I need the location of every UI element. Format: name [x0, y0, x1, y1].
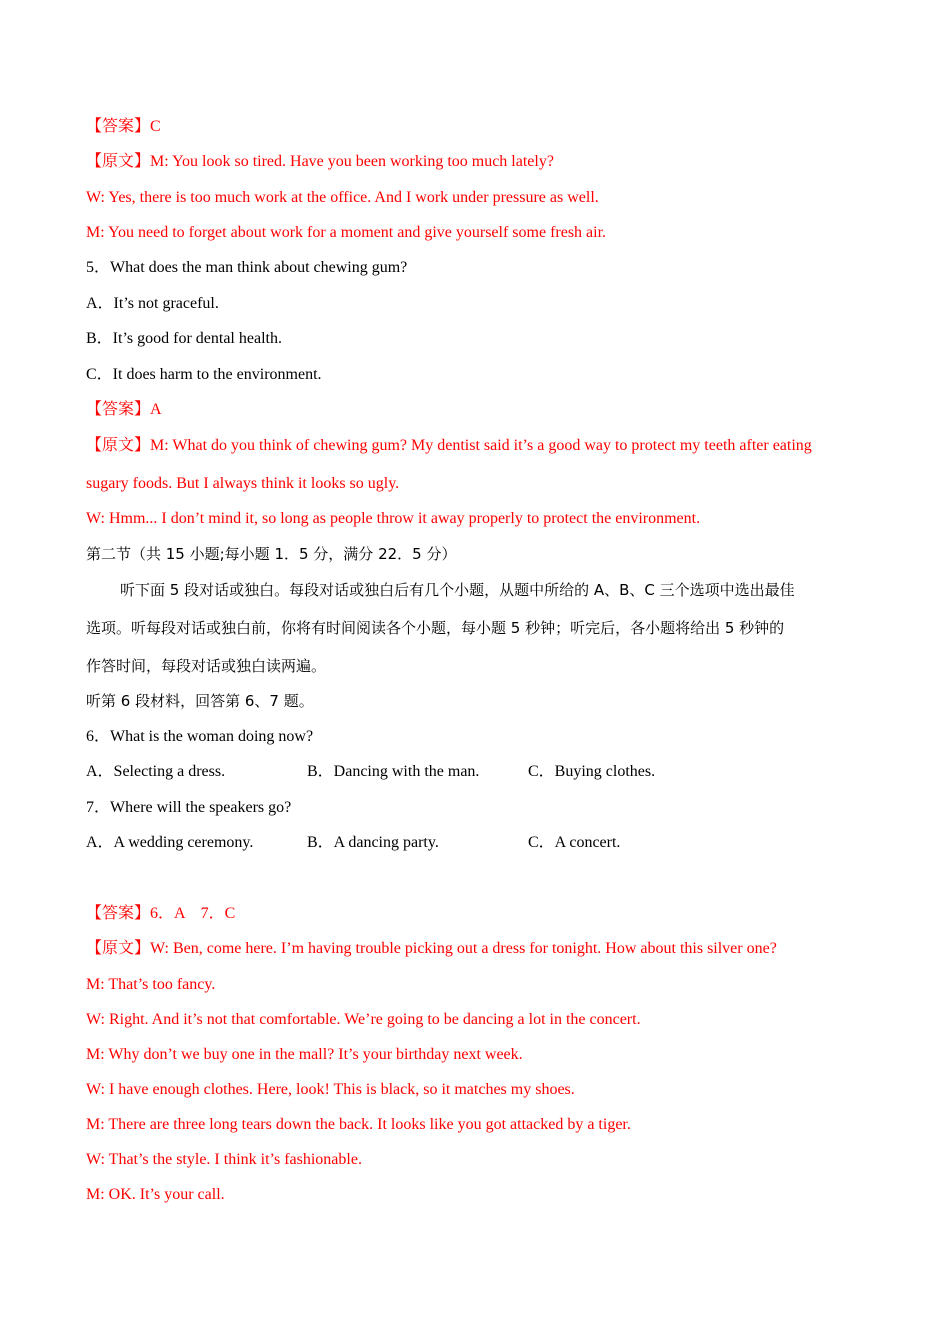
answer-line: 【答案】A — [86, 401, 162, 418]
section-heading: 第二节（共 15 小题;每小题 1．5 分，满分 22．5 分） — [86, 545, 457, 563]
instruction-line: 选项。听每段对话或独白前，你将有时间阅读各个小题，每小题 5 秒钟；听完后，各小题将给出 5 秒钟的 — [86, 619, 785, 637]
transcript-line: W: That’s the style. I think it’s fashionable. — [86, 1151, 362, 1168]
option-a: A．It’s not graceful. — [86, 295, 219, 312]
transcript-line: 【原文】W: Ben, come here. I’m having trouble picking out a dress for tonight. How about this silver one? — [86, 940, 777, 957]
transcript-line: 【原文】M: What do you think of chewing gum? My dentist said it’s a good way to protect my teeth after eating — [86, 437, 812, 454]
transcript-line: W: Yes, there is too much work at the office. And I work under pressure as well. — [86, 189, 599, 206]
option-a: A．A wedding ceremony. — [86, 834, 254, 851]
transcript-line: W: Right. And it’s not that comfortable. We’re going to be dancing a lot in the concert. — [86, 1011, 641, 1028]
question-5: 5．What does the man think about chewing gum? — [86, 259, 408, 276]
option-b: B．It’s good for dental health. — [86, 330, 282, 347]
transcript-line: M: That’s too fancy. — [86, 976, 216, 993]
answer-line: 【答案】6．A 7．C — [86, 905, 236, 922]
transcript-line: sugary foods. But I always think it looks so ugly. — [86, 475, 400, 492]
transcript-line: M: You need to forget about work for a moment and give yourself some fresh air. — [86, 224, 607, 241]
transcript-line: W: Hmm... I don’t mind it, so long as people throw it away properly to protect the environment. — [86, 510, 701, 527]
instruction-line: 作答时间，每段对话或独白读两遍。 — [86, 657, 327, 675]
answer-line: 【答案】C — [86, 118, 161, 135]
question-6: 6．What is the woman doing now? — [86, 728, 314, 745]
instruction-line: 听下面 5 段对话或独白。每段对话或独白后有几个小题，从题中所给的 A、B、C 三个选项中选出最佳 — [120, 581, 795, 599]
option-c: C．It does harm to the environment. — [86, 366, 322, 383]
option-a: A．Selecting a dress. — [86, 763, 226, 780]
option-c: C．Buying clothes. — [528, 763, 656, 780]
option-b: B．Dancing with the man. — [307, 763, 480, 780]
transcript-line: 【原文】M: You look so tired. Have you been working too much lately? — [86, 153, 554, 170]
transcript-line: M: OK. It’s your call. — [86, 1186, 225, 1203]
question-7: 7．Where will the speakers go? — [86, 799, 292, 816]
material-note: 听第 6 段材料，回答第 6、7 题。 — [86, 692, 314, 710]
transcript-line: M: Why don’t we buy one in the mall? It’s your birthday next week. — [86, 1046, 523, 1063]
transcript-line: M: There are three long tears down the back. It looks like you got attacked by a tiger. — [86, 1116, 631, 1133]
option-c: C．A concert. — [528, 834, 621, 851]
transcript-line: W: I have enough clothes. Here, look! This is black, so it matches my shoes. — [86, 1081, 575, 1098]
option-b: B．A dancing party. — [307, 834, 439, 851]
